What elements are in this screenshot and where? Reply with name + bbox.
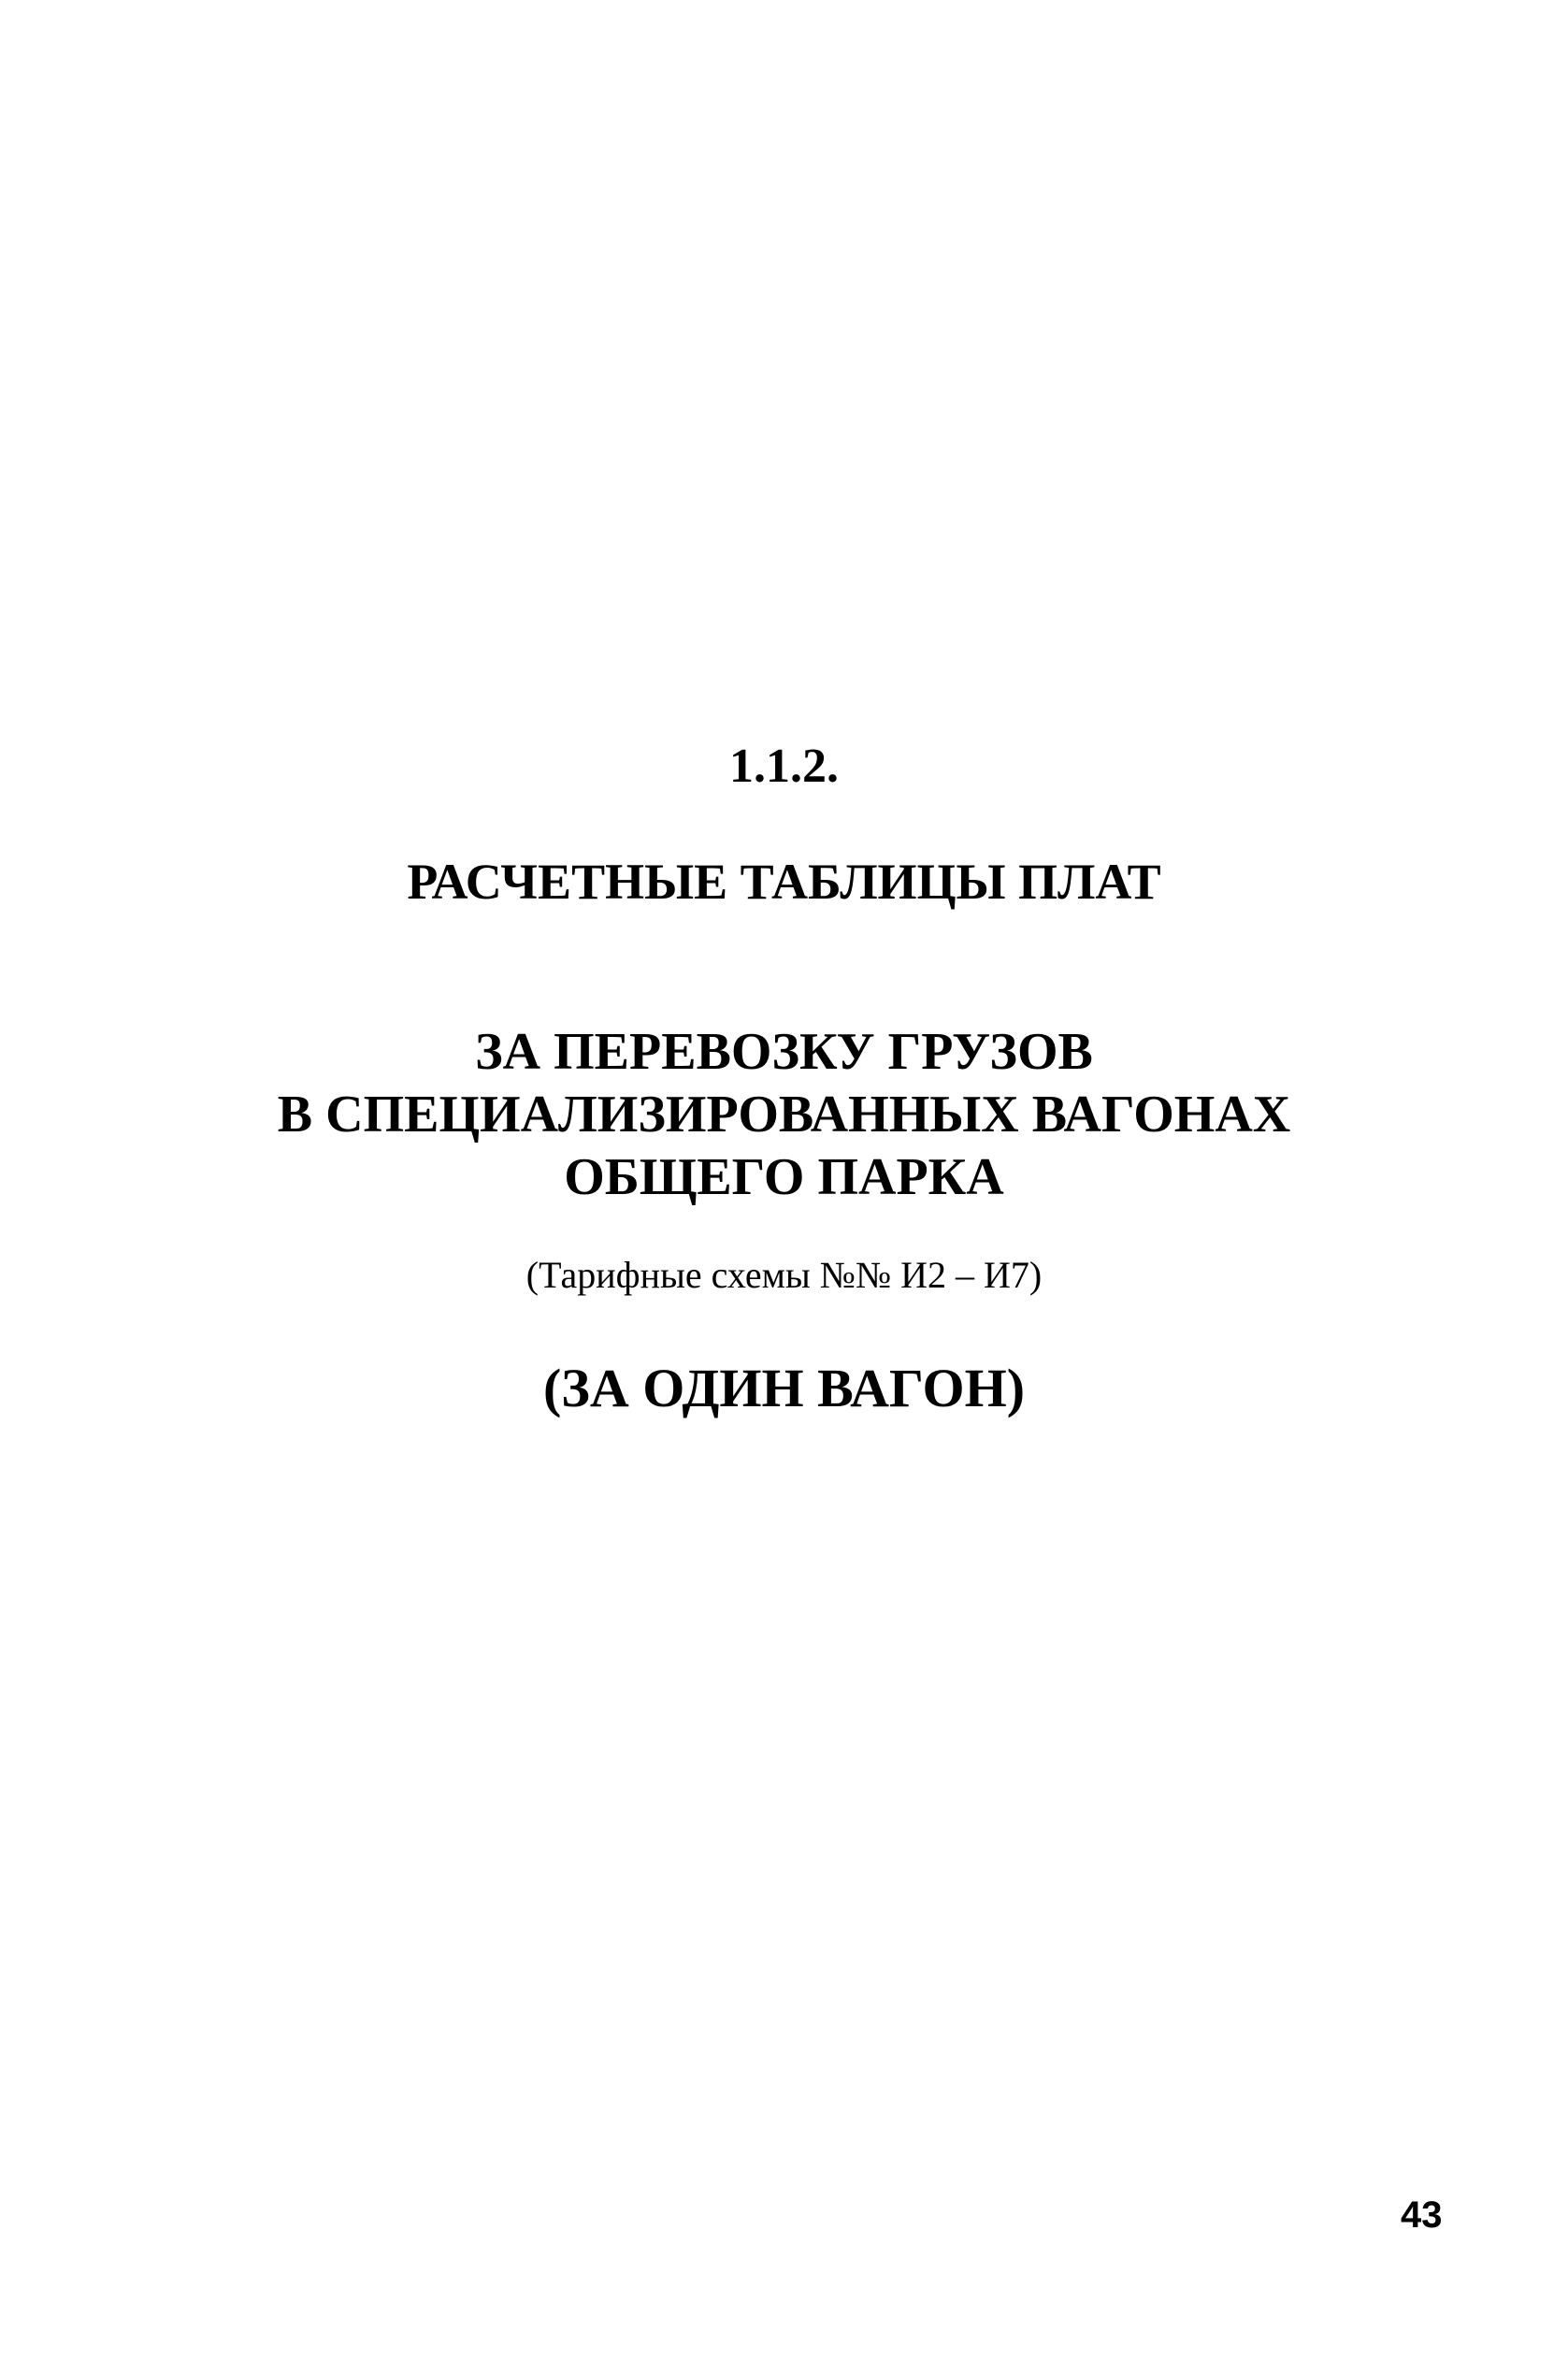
page-number: 43	[1401, 2194, 1443, 2236]
subheading-line-2: В СПЕЦИАЛИЗИРОВАННЫХ ВАГОНАХ	[277, 1086, 1291, 1144]
subheading-line-1: ЗА ПЕРЕВОЗКУ ГРУЗОВ	[475, 1023, 1093, 1081]
section-number: 1.1.2.	[729, 740, 839, 793]
per-wagon-note: (ЗА ОДИН ВАГОН)	[542, 1358, 1026, 1418]
subheading-block	[0, 1021, 1568, 1209]
main-heading: РАСЧЕТНЫЕ ТАБЛИЦЫ ПЛАТ	[407, 854, 1161, 910]
tariff-note: (Тарифные схемы №№ И2 – И7)	[525, 1254, 1043, 1296]
subheading-line-3: ОБЩЕГО ПАРКА	[564, 1148, 1004, 1206]
